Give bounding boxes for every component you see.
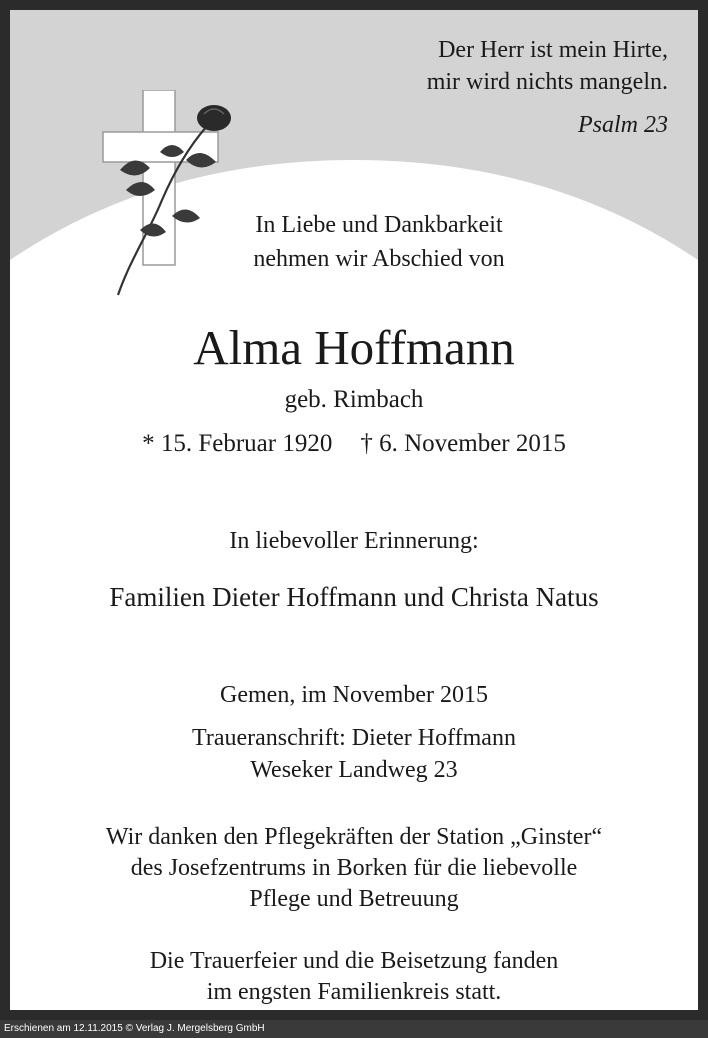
- place-date: Gemen, im November 2015: [220, 682, 488, 708]
- intro-line-1: In Liebe und Dankbarkeit: [255, 212, 503, 238]
- publication-footer: Erschienen am 12.11.2015 © Verlag J. Mergelsberg GmbH: [0, 1020, 708, 1038]
- thanks-line-3: Pflege und Betreuung: [249, 886, 459, 912]
- thanks-line-2: des Josefzentrums in Borken für die liebevolle: [130, 855, 578, 881]
- psalm-reference: Psalm 23: [578, 112, 668, 138]
- birth-name: geb. Rimbach: [284, 386, 424, 413]
- address-line-1: Traueranschrift: Dieter Hoffmann: [192, 725, 516, 751]
- mourning-address: [10, 722, 698, 786]
- funeral-line-2: im engsten Familienkreis statt.: [206, 979, 502, 1005]
- funeral-note: [10, 946, 698, 1008]
- psalm-line-2: mir wird nichts mangeln.: [426, 69, 668, 95]
- death-date: † 6. November 2015: [360, 430, 566, 457]
- address-line-2: Weseker Landweg 23: [250, 757, 458, 783]
- life-dates: [10, 430, 698, 458]
- funeral-line-1: Die Trauerfeier und die Beisetzung fanden: [149, 948, 559, 974]
- birth-date: * 15. Februar 1920: [142, 430, 333, 457]
- intro-line-2: nehmen wir Abschied von: [253, 246, 505, 272]
- mourning-families: Familien Dieter Hoffmann und Christa Natus: [109, 582, 599, 612]
- thanks-note: [10, 822, 698, 915]
- psalm-quote: [427, 34, 668, 139]
- deceased-name: Alma Hoffmann: [193, 320, 515, 375]
- intro-text: [10, 208, 698, 276]
- memory-heading: In liebevoller Erinnerung:: [229, 528, 479, 554]
- thanks-line-1: Wir danken den Pflegekräften der Station „Ginster“: [105, 824, 603, 850]
- psalm-line-1: Der Herr ist mein Hirte,: [438, 37, 668, 63]
